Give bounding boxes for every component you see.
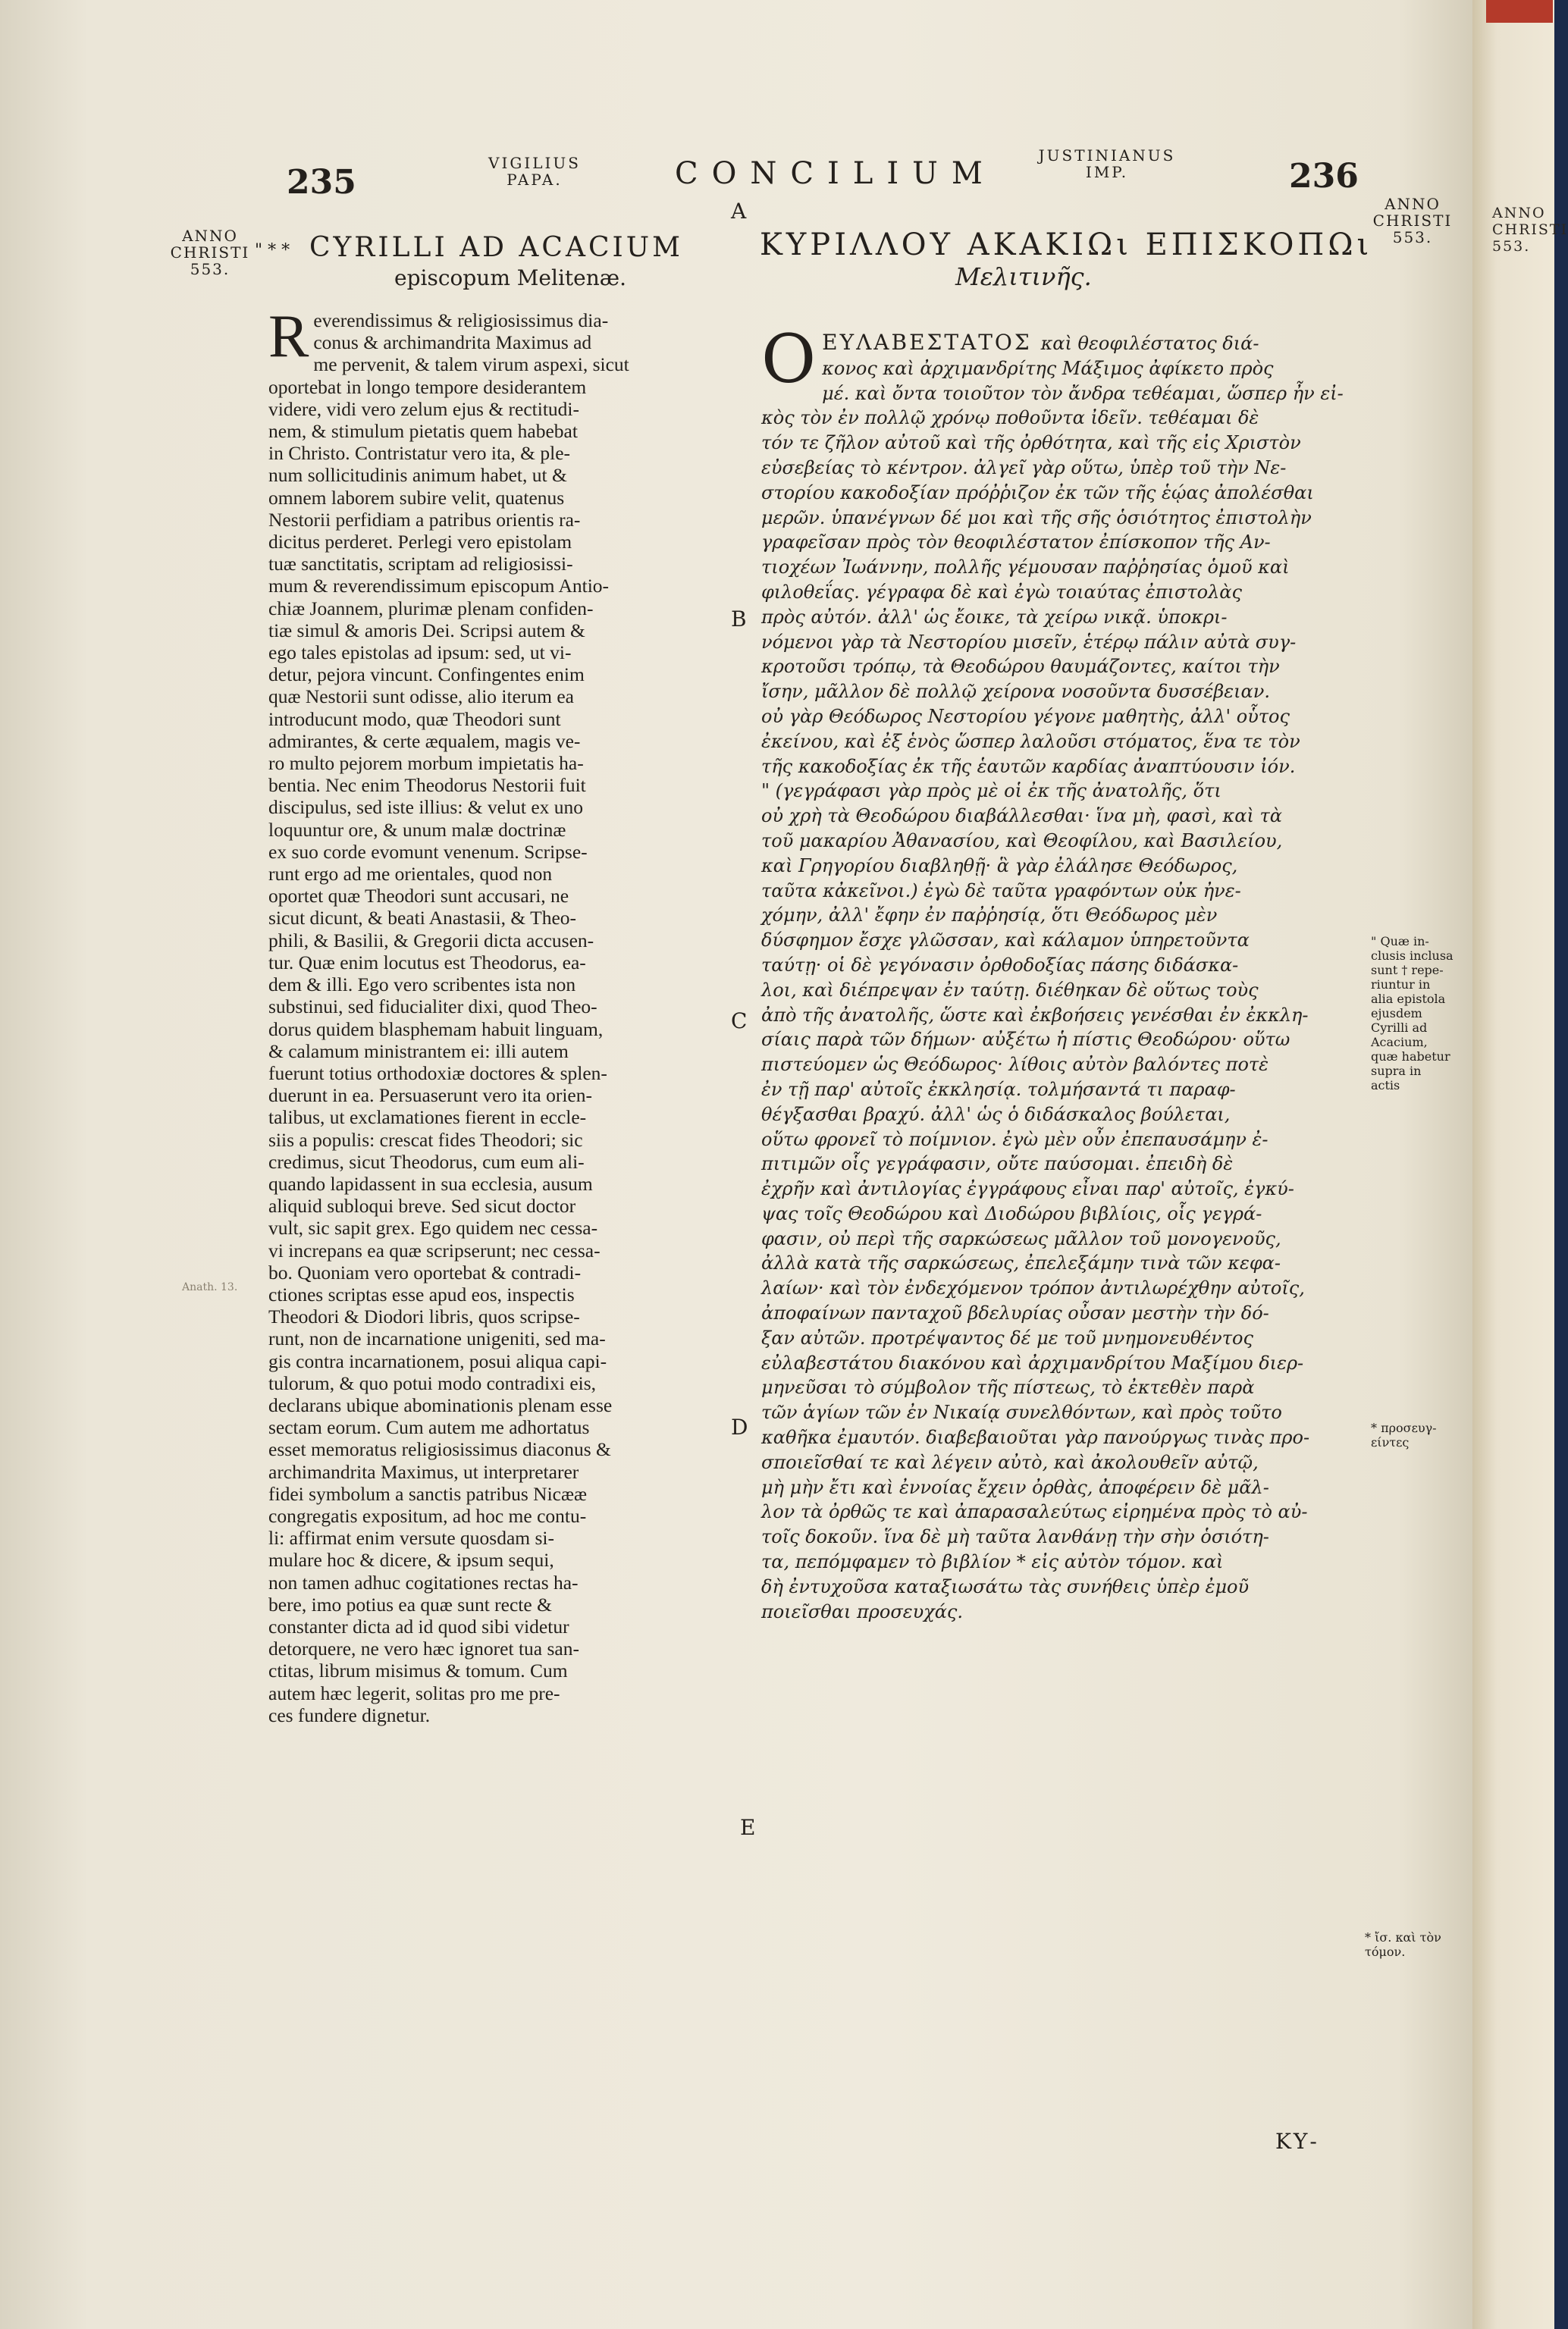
- greek-line: δὴ ἐντυχοῦσα καταξιωσάτω τὰς συνήθεις ὑπὲρ ἐμοῦ: [761, 1575, 1250, 1597]
- latin-line: conus & archimandrita Maximus ad: [313, 331, 592, 354]
- greek-line: κὸς τὸν ἐν πολλῷ χρόνῳ ποθοῦντα ἰδεῖν. τεθέαμαι δὲ: [761, 407, 1259, 429]
- greek-first-word: ΕΥΛΑΒΕΣΤΑΤΟΣ: [822, 330, 1041, 355]
- greek-line: τοῦ μακαρίου Ἀθανασίου, καὶ Θεοφίλου, καὶ Βασιλείου,: [761, 829, 1283, 851]
- greek-line: ξαν αὐτῶν. προτρέψαντος δέ με τοῦ μνημονευθέντος: [761, 1327, 1253, 1349]
- greek-line: ἀπὸ τῆς ἀνατολῆς, ὥστε καὶ ἐκβοήσεις γενέσθαι ἐν ἐκκλη-: [761, 1004, 1309, 1026]
- latin-line: mum & reverendissimum episcopum Antio-: [268, 575, 610, 597]
- latin-line: num sollicitudinis animum habet, ut &: [268, 464, 567, 487]
- latin-line: detur, pejora vincunt. Confingentes enim: [268, 663, 585, 686]
- latin-line: phili, & Basilii, & Gregorii dicta accusen-: [268, 929, 594, 951]
- section-marker-b: B: [731, 607, 747, 632]
- greek-line: φιλοθεΐας. γέγραφα δὲ καὶ ἐγὼ τοιαύτας ἐπιστολὰς: [761, 581, 1242, 603]
- latin-line: loquuntur ore, & unum malæ doctrinæ: [268, 818, 566, 841]
- latin-line: & calamum ministrantem ei: illi autem: [268, 1039, 569, 1062]
- left-page-number: 235: [287, 163, 356, 202]
- margin-note-proseug: * προσευγ- είντες: [1371, 1421, 1437, 1450]
- latin-line: tiæ simul & amoris Dei. Scripsi autem &: [268, 619, 585, 641]
- latin-title: CYRILLI AD ACACIUM: [309, 232, 683, 263]
- greek-line: [761, 331, 1353, 356]
- latin-line: everendissimus & religiosissimus dia-: [313, 309, 609, 331]
- greek-line: μερῶν. ὑπανέγνων δέ μοι καὶ τῆς σῆς ὁσιότητος ἐπιστολὴν: [761, 506, 1312, 528]
- latin-line: archimandrita Maximus, ut interpretarer: [268, 1460, 579, 1483]
- greek-line: ἀποφαίνων πανταχοῦ βδελυρίας οὖσαν μεστὴν τὴν δό-: [761, 1302, 1269, 1324]
- latin-line: li: affirmat enim versute quosdam si-: [268, 1527, 554, 1550]
- latin-line: constanter dicta ad id quod sibi videtur: [268, 1615, 569, 1638]
- greek-line: " (γεγράφασι γὰρ πρὸς μὲ οἱ ἐκ τῆς ἀνατολῆς, ὅτι: [761, 780, 1221, 802]
- latin-line: discipulus, sed iste illius: & velut ex uno: [268, 796, 584, 819]
- greek-dropcap: Ο: [761, 320, 817, 398]
- greek-line: χόμην, ἀλλ' ἔφην ἐν παῤῥησίᾳ, ὅτι Θεόδωρος μὲν: [761, 904, 1218, 926]
- latin-dropcap: R: [268, 303, 309, 370]
- greek-line: ἐν τῇ παρ' αὐτοῖς ἐκκλησίᾳ. τολμήσαντά τι παραφ-: [761, 1078, 1236, 1100]
- latin-line: chiæ Joannem, plurimæ plenam confiden-: [268, 597, 594, 619]
- section-marker-e: E: [740, 1815, 756, 1840]
- latin-line: videre, vidi vero zelum ejus & rectitudi-: [268, 397, 579, 420]
- latin-line: non tamen adhuc cogitationes rectas ha-: [268, 1571, 579, 1594]
- catchword: ΚΥ-: [1275, 2129, 1319, 2154]
- latin-line: bentia. Nec enim Theodorus Nestorii fuit: [268, 774, 586, 797]
- right-anno-note: ANNO CHRISTI 553.: [1372, 195, 1453, 246]
- greek-line: εὐλαβεστάτου διακόνου καὶ ἀρχιμανδρίτου Μαξίμου διερ-: [761, 1352, 1304, 1374]
- latin-line: Theodori & Diodori libris, quos scripse-: [268, 1306, 580, 1328]
- latin-line: autem hæc legerit, solitas pro me pre-: [268, 1682, 560, 1704]
- latin-line: dicitus perderet. Perlegi vero epistolam: [268, 531, 572, 553]
- spine-red-edge: [1486, 0, 1553, 23]
- greek-line: ἐκείνου, καὶ ἐξ ἑνὸς ὥσπερ λαλοῦσι στόματος, ἕνα τε τὸν: [761, 730, 1300, 752]
- greek-line: στορίου κακοδοξίαν πρόῤῥιζον ἐκ τῶν τῆς ἑῴας ἀπολέσθαι: [761, 481, 1314, 503]
- greek-line: μέ. καὶ ὄντα τοιοῦτον τὸν ἄνδρα τεθέαμαι, ὥσπερ ἦν εἰ-: [822, 382, 1344, 404]
- greek-line: τόν τε ζῆλον αὐτοῦ καὶ τῆς ὀρθότητα, καὶ τῆς εἰς Χριστὸν: [761, 432, 1301, 454]
- latin-line: sicut dicunt, & beati Anastasii, & Theo-: [268, 907, 577, 929]
- right-page-number: 236: [1289, 157, 1359, 196]
- latin-line: detorquere, ne vero hæc ignoret tua san-: [268, 1638, 579, 1660]
- right-running-head: JUSTINIANUS IMP.: [1038, 146, 1176, 181]
- latin-line: oportebat in longo tempore desiderantem: [268, 375, 587, 398]
- section-marker-c: C: [731, 1008, 748, 1033]
- latin-line: nem, & stimulum pietatis quem habebat: [268, 420, 578, 443]
- greek-line: οὐ χρὴ τὰ Θεοδώρου διαβάλλεσθαι· ἵνα μὴ, φασὶ, καὶ τὰ: [761, 805, 1282, 827]
- latin-line: me pervenit, & talem virum aspexi, sicut: [313, 353, 629, 376]
- margin-note-quae-inclusa: " Quæ in- clusis inclusa sunt † repe- riuntur in alia epistola ejusdem Cyrilli ad Acacium, quæ habetur supra in actis: [1371, 934, 1454, 1092]
- latin-line: declarans ubique abominationis plenam esse: [268, 1393, 613, 1416]
- greek-line: εὐσεβείας τὸ κέντρον. ἀλγεῖ γὰρ οὕτω, ὑπὲρ τοῦ τὴν Νε-: [761, 456, 1287, 478]
- greek-line: ταῦτα κἀκεῖνοι.) ἐγὼ δὲ ταῦτα γραφόντων οὐκ ἠνε-: [761, 879, 1241, 901]
- latin-line: esset memoratus religiosissimus diaconus &: [268, 1438, 611, 1461]
- latin-body: [268, 303, 722, 1726]
- greek-line: πρὸς αὐτόν. ἀλλ' ὡς ἔοικε, τὰ χείρω νικᾷ. ὑποκρι-: [761, 606, 1228, 628]
- center-title: CONCILIUM: [675, 156, 996, 191]
- greek-line: τῆς κακοδοξίας ἐκ τῆς ἑαυτῶν καρδίας ἀναπτύουσιν ἰόν.: [761, 755, 1296, 777]
- latin-line: Nestorii perfidiam a patribus orientis ra-: [268, 508, 581, 531]
- greek-line: νόμενοι γὰρ τὰ Νεστορίου μισεῖν, ἑτέρῳ πάλιν αὐτὰ συγ-: [761, 631, 1297, 653]
- latin-line: admirantes, & certe æqualem, magis ve-: [268, 729, 581, 752]
- greek-line: οὕτω φρονεῖ τὸ ποίμνιον. ἐγὼ μὲν οὖν ἐπεπαυσάμην ἐ-: [761, 1128, 1269, 1150]
- latin-line: ego tales epistolas ad ipsum: sed, ut vi-: [268, 641, 572, 664]
- greek-line: ποιεῖσθαι προσευχάς.: [761, 1600, 964, 1622]
- section-marker-d: D: [731, 1415, 748, 1440]
- greek-line: ταύτῃ· οἱ δὲ γεγόνασιν ὀρθοδοξίας πάσης διδάσκα-: [761, 954, 1239, 976]
- greek-line: τιοχέων Ἰωάννην, πολλῆς γέμουσαν παῤῥησίας ὁμοῦ καὶ: [761, 556, 1290, 578]
- greek-line: θέγξασθαι βραχύ. ἀλλ' ὡς ὁ διδάσκαλος βούλεται,: [761, 1103, 1231, 1125]
- latin-line: vult, sic sapit grex. Ego quidem nec cessa-: [268, 1217, 598, 1240]
- latin-line: tuæ sanctitatis, scriptam ad religiosissi-: [268, 553, 573, 575]
- latin-line: introducunt modo, quæ Theodori sunt: [268, 707, 561, 730]
- greek-line: φασιν, οὐ περὶ τῆς σαρκώσεως μᾶλλον τοῦ μονογενοῦς,: [761, 1227, 1281, 1249]
- latin-line: mulare hoc & dicere, & ipsum sequi,: [268, 1549, 554, 1572]
- left-anno-note: ANNO CHRISTI 553.: [170, 227, 250, 278]
- greek-line: λαίων· καὶ τὸν ἐνδεχόμενον τρόπον ἀντιλωρέχθην αὐτοῖς,: [761, 1277, 1305, 1299]
- latin-line: duerunt in ea. Persuaserunt vero ita orien-: [268, 1084, 592, 1107]
- left-running-head: VIGILIUS PAPA.: [488, 154, 581, 189]
- latin-line: gis contra incarnationem, posui aliqua capi-: [268, 1349, 607, 1372]
- latin-line: siis a populis: crescat fides Theodori; sic: [268, 1128, 583, 1151]
- latin-line: fuerunt totius orthodoxiæ doctores & splen-: [268, 1061, 607, 1084]
- latin-line: bere, imo potius ea quæ sunt recte &: [268, 1593, 552, 1616]
- latin-subtitle: episcopum Melitenæ.: [394, 265, 626, 290]
- greek-line: μηνεῦσαι τὸ σύμβολον τῆς πίστεως, τὸ ἐκτεθὲν παρὰ: [761, 1377, 1255, 1399]
- latin-line: dem & illi. Ego vero scribentes ista non: [268, 973, 576, 996]
- latin-line: dorus quidem blasphemam habuit linguam,: [268, 1017, 604, 1040]
- latin-line: sectam eorum. Cum autem me adhortatus: [268, 1416, 590, 1439]
- greek-line: καθῆκα ἐμαυτόν. διαβεβαιοῦται γὰρ πανούργως τινὰς προ-: [761, 1427, 1310, 1449]
- latin-line: ctitas, librum misimus & tomum. Cum: [268, 1660, 568, 1682]
- greek-line: τα, πεπόμφαμεν τὸ βιβλίον * εἰς αὐτὸν τόμον. καὶ: [761, 1551, 1224, 1573]
- latin-line: quando lapidassent in sua ecclesia, ausum: [268, 1172, 593, 1195]
- greek-line: πιστεύομεν ὡς Θεόδωρος· λίθοις αὐτὸν βαλόντες ποτὲ: [761, 1054, 1269, 1076]
- latin-line: ces fundere dignetur.: [268, 1704, 431, 1726]
- latin-line: congregatis expositum, ad hoc me contu-: [268, 1504, 587, 1527]
- latin-line: oportet quæ Theodori sunt accusari, ne: [268, 885, 569, 907]
- latin-line: fidei symbolum a sanctis patribus Nicææ: [268, 1482, 587, 1505]
- greek-line: ψας τοῖς Θεοδώρου καὶ Διοδώρου βιβλίοις, οἷς γεγρά-: [761, 1202, 1262, 1224]
- greek-line: δύσφημον ἔσχε γλῶσσαν, καὶ κάλαμον ὑπηρετοῦντα: [761, 929, 1250, 951]
- latin-line: ro multo pejorem morbum impietatis ha-: [268, 752, 584, 775]
- greek-line: κροτοῦσι τρόπῳ, τὰ Θεοδώρου θαυμάζοντες, καίτοι τὴν: [761, 656, 1280, 678]
- latin-line: substinui, sed fiducialiter dixi, quod Theo-: [268, 995, 597, 1018]
- greek-line-text: καὶ θεοφιλέστατος διά-: [1040, 333, 1259, 354]
- latin-line: ctiones scriptas esse apud eos, inspectis: [268, 1283, 575, 1306]
- greek-line: οὐ γὰρ Θεόδωρος Νεστορίου γέγονε μαθητὴς, ἀλλ' οὗτος: [761, 705, 1290, 727]
- greek-line: ἐχρῆν καὶ ἀντιλογίας ἐγγράφους εἶναι παρ' αὐτοῖς, ἐγκύ-: [761, 1178, 1294, 1200]
- spine-anno-note: ANNO CHRISTI 553.: [1492, 205, 1568, 255]
- latin-line: tulorum, & quo potui modo contradixi eis,: [268, 1371, 597, 1394]
- greek-line: λοι, καὶ διέπρεψαν ἐν ταύτῃ. διέθηκαν δὲ οὕτως τοὺς: [761, 979, 1259, 1001]
- section-marker-a: A: [731, 199, 747, 224]
- latin-line: omnem laborem subire velit, quatenus: [268, 486, 565, 509]
- latin-line: in Christo. Contristatur vero ita, & ple-: [268, 442, 571, 465]
- latin-asterisk-mark: " * *: [255, 241, 290, 260]
- greek-line: σίαις παρὰ τῶν δήμων· αὐξέτω ἡ πίστις Θεοδώρου· οὕτω: [761, 1029, 1290, 1051]
- latin-line: vi increpans ea quæ scripserunt; nec cessa-: [268, 1239, 601, 1262]
- greek-line: σποιεῖσθαί τε καὶ λέγειν αὐτὸ, καὶ ἀκολουθεῖν αὐτῷ,: [761, 1451, 1259, 1473]
- book-spine-next-page: [1471, 0, 1554, 2329]
- latin-line: tur. Quæ enim locutus est Theodorus, ea-: [268, 951, 586, 973]
- greek-subtitle: Μελιτινῆς.: [955, 262, 1092, 291]
- greek-line: μὴ μὴν ἔτι καὶ ἐννοίας ἔχειν ὀρθὰς, ἀποφέρειν δὲ μᾶλ-: [761, 1476, 1269, 1498]
- greek-line: πιτιμῶν οἷς γεγράφασιν, οὔτε παύσομαι. ἐπειδὴ δὲ: [761, 1153, 1234, 1175]
- greek-line: τῶν ἁγίων τῶν ἐν Νικαίᾳ συνελθόντων, καὶ πρὸς τοῦτο: [761, 1402, 1282, 1424]
- greek-line: λον τὰ ὀρθῶς τε καὶ ἀπαρασαλεύτως εἰρημένα πρὸς τὸ αὐ-: [761, 1501, 1308, 1523]
- latin-line: quæ Nestorii sunt odisse, alio iterum ea: [268, 685, 574, 708]
- greek-line: καὶ Γρηγορίου διαβληθῇ· ἃ γὰρ ἐλάλησε Θεόδωρος,: [761, 854, 1238, 876]
- latin-line: talibus, ut exclamationes fierent in eccle-: [268, 1106, 587, 1129]
- greek-line: κονος καὶ ἀρχιμανδρίτης Μάξιμος ἀφίκετο πρὸς: [822, 357, 1274, 379]
- latin-line: runt ergo ad me orientales, quod non: [268, 863, 553, 886]
- left-faint-note: Anath. 13.: [182, 1281, 238, 1293]
- latin-line: ex suo corde evomunt venenum. Scripse-: [268, 840, 588, 863]
- greek-title: ΚΥΡΙΛΛΟΥ ΑΚΑΚΙΩι ΕΠΙΣΚΟΠΩι: [760, 227, 1373, 262]
- greek-line: ἀλλὰ κατὰ τῆς σαρκώσεως, ἐπελεξάμην τινὰ τῶν κεφα-: [761, 1252, 1281, 1274]
- greek-body: [761, 320, 1353, 1624]
- latin-line: aliquid subloqui breve. Sed sicut doctor: [268, 1195, 576, 1218]
- greek-line: γραφεῖσαν πρὸς τὸν θεοφιλέστατον ἐπίσκοπον τῆς Αν-: [761, 531, 1271, 553]
- greek-line: ἴσην, μᾶλλον δὲ πολλῷ χείρονα νοσοῦντα δυσσέβειαν.: [761, 681, 1270, 703]
- greek-line: τοῖς δοκοῦν. ἵνα δὲ μὴ ταῦτα λανθάνῃ τὴν σὴν ὁσιότη-: [761, 1526, 1269, 1548]
- margin-note-tomon: * ἴσ. καὶ τὸν τόμον.: [1365, 1930, 1441, 1959]
- latin-line: bo. Quoniam vero oportebat & contradi-: [268, 1261, 582, 1284]
- latin-line: runt, non de incarnatione unigeniti, sed ma-: [268, 1327, 606, 1350]
- latin-line: credimus, sicut Theodorus, cum eum ali-: [268, 1150, 585, 1173]
